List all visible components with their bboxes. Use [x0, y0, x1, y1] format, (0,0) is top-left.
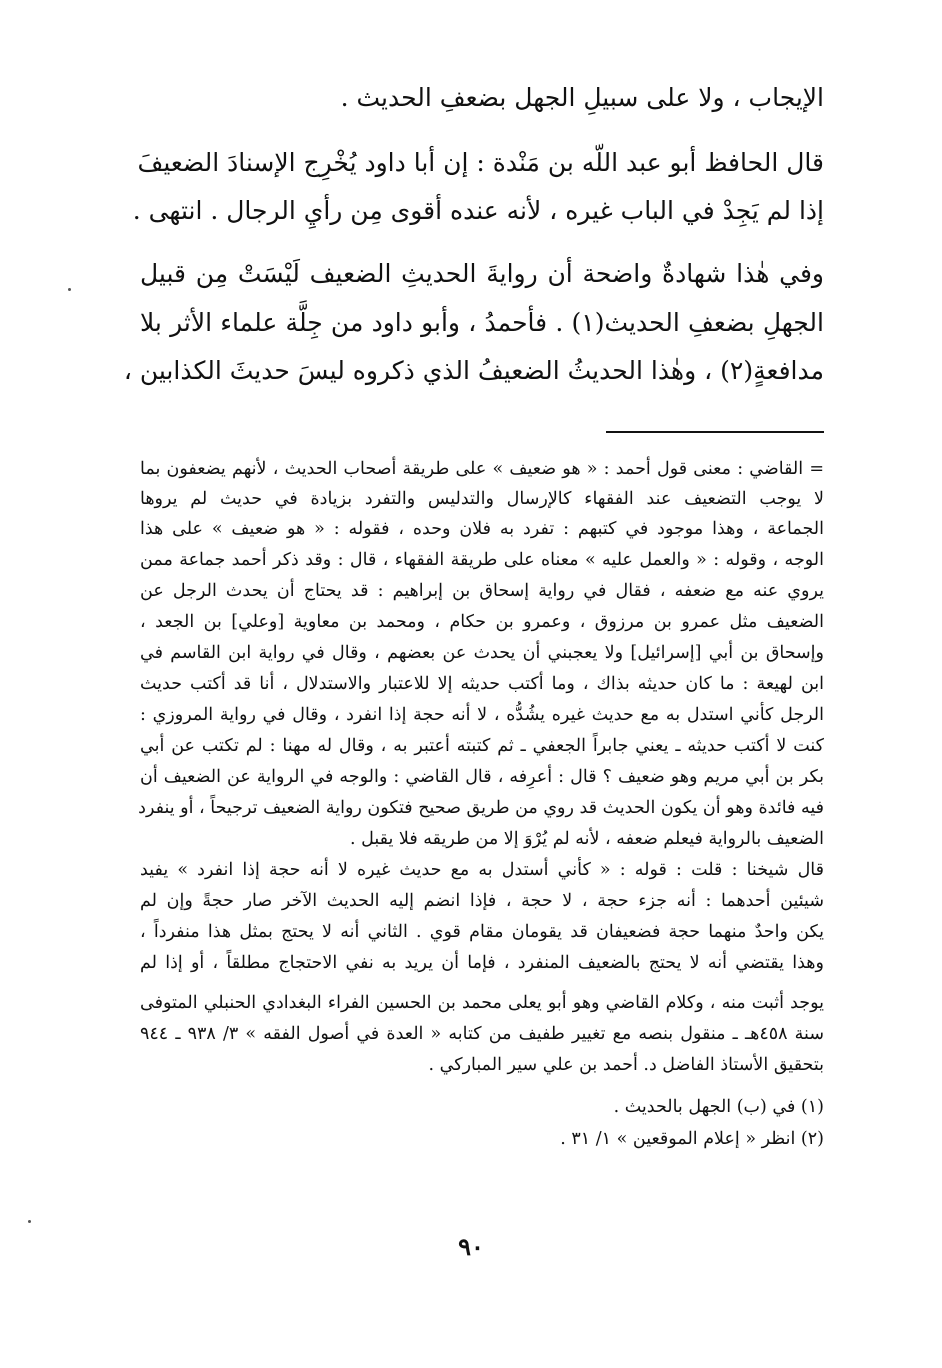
main-text-line-2: قال الحافظ أبو عبد اللّه بن مَنْدة : إن أبا داود يُخْرِج الإسنادَ الضعيفَ: [137, 148, 824, 177]
footnote-line-13: الضعيف بالرواية فيعلم ضعفه ، لأنه لم يُرْوَ إلا من طريقه فلا يقبل .: [349, 829, 824, 849]
footnote-line-14: قال شيخنا : قلت : قوله : « كأني أستدل به مع حديث غيره لا أنه حجة إذا انفرد » يفيد: [140, 860, 825, 880]
main-text-line-5: الجهلِ بضعفِ الحديث(١) . فأحمدُ ، وأبو داود من جِلَّة علماء الأثر بلا: [140, 308, 824, 337]
footnote-1: (١) في (ب) الجهل بالحديث .: [613, 1097, 824, 1117]
main-text-line-4: وفي هٰذا شهادةٌ واضحة أن روايةَ الحديثِ الضعيف لَيْسَتْ مِن قبيل: [140, 259, 824, 288]
footnote-line-10: كنت لا أكتب حديثه ـ يعني جابراً الجعفي ـ ثم كتبته أعتبر به ، وقال له مهنا : لم تكتب عن أبي: [140, 736, 824, 756]
footnote-line-18: يوجد أثبت منه ، وكلام القاضي وهو أبو يعلى محمد بن الحسين الفراء البغدادي الحنبلي المتوفى: [140, 993, 824, 1013]
footnote-line-16: يكن واحدٌ منهما حجة فضعيفان قد يقومان مقام قوي . الثاني أنه لا يحتج بمثل هذا منفرداً ،: [140, 922, 824, 942]
footnote-line-4: الوجه ، وقوله : « والعمل عليه » معناه على طريقة الفقهاء ، قال : وقد ذكر أحمد جماعة ممن: [140, 550, 824, 570]
footnote-line-7: وإسحاق بن أبي [إسرائيل] ولا يعجبني أن يحدث عن بعضهم ، وقال في رواية ابن القاسم في: [140, 643, 824, 663]
main-text-line-3: إذا لم يَجِدْ في الباب غيره ، لأنه عنده أقوى مِن رأيِ الرجال . انتهى .: [132, 196, 824, 225]
footnote-line-5: يروي عنه مع ضعفه ، فقال في رواية إسحاق بن إبراهيم : قد يحتاج أن يحدث الرجل عن: [140, 581, 824, 601]
page-number: ٩٠: [458, 1232, 484, 1261]
footnote-line-6: الضعيف مثل عمرو بن مرزوق ، وعمرو بن حكام ، ومحمد بن معاوية [وعلي] بن الجعد ،: [140, 612, 824, 632]
footnote-line-12: فيه فائدة وهو أن يكون الحديث قد روي من طريق صحيح فتكون رواية الضعيف ترجيحاً ، أو ينفرد: [138, 798, 824, 818]
footnote-separator: [606, 431, 824, 433]
footnote-line-19: سنة ٤٥٨هـ ـ منقول بنصه مع تغيير طفيف من كتابه « العدة في أصول الفقه » ٣/ ٩٣٨ ـ ٩٤٤: [140, 1024, 824, 1044]
scan-speck: [28, 1220, 31, 1223]
footnote-line-17: وهذا يقتضي أنه لا يحتج بالضعيف المنفرد ، فإما أن يريد به نفي الاحتجاج مطلقاً ، أو إذا لم: [140, 953, 824, 973]
footnote-line-2: لا يوجب التضعيف عند الفقهاء كالإرسال والتدليس والتفرد بزيادة في حديث لم يروها: [140, 489, 824, 509]
footnote-line-11: بكر بن أبي مريم وهو ضعيف ؟ قال : أعرِفه ، قال القاضي : والوجه في الرواية عن الضعيف أن: [140, 767, 824, 787]
footnote-line-9: الرجل كأني استدل به مع حديث غيره يشُدُّه ، لا أنه حجة إذا انفرد ، وقال في رواية المروزي :: [140, 705, 825, 725]
footnote-2: (٢) انظر « إعلام الموقعين » ١/ ٣١ .: [560, 1129, 824, 1149]
main-text-line-6: مدافعةٍ(٢) ، وهٰذا الحديثُ الضعيفُ الذي ذكروه ليسَ حديثَ الكذابين ،: [123, 356, 824, 385]
footnote-line-3: الجماعة ، وهذا موجود في كتبهم : تفرد به فلان وحده ، فقوله : « هو ضعيف » على هذا: [140, 519, 824, 539]
footnote-line-15: شيئين أحدهما : أنه جزء حجة ، لا حجة ، فإذا انضم إليه الحديث الآخر صار حجةً وإن لم: [140, 891, 824, 911]
main-text-line-1: الإيجاب ، ولا على سبيلِ الجهل بضعفِ الحديث .: [340, 83, 824, 112]
footnote-line-20: بتحقيق الأستاذ الفاضل د. أحمد بن علي سير المباركي .: [428, 1055, 824, 1075]
scan-speck: [68, 288, 71, 291]
footnote-line-1: = القاضي : معنى قول أحمد : « هو ضعيف » على طريقة أصحاب الحديث ، لأنهم يضعفون بما: [140, 459, 824, 479]
footnote-line-8: ابن لهيعة : ما كان حديثه بذاك ، وما أكتب حديثه إلا للاعتبار والاستدلال ، أنا قد أكتب حديث: [140, 674, 824, 694]
